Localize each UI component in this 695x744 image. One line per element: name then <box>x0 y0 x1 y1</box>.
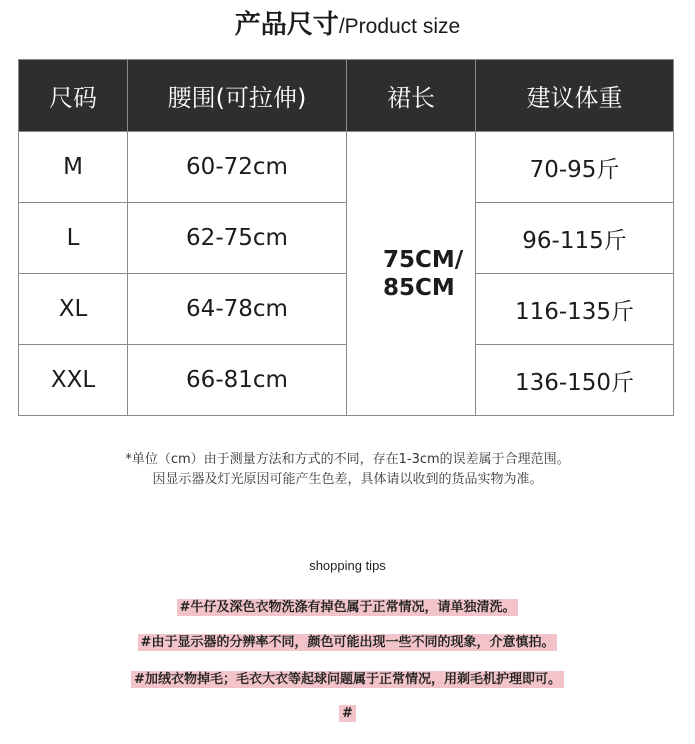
cell-weight: 96-115斤 <box>476 203 674 274</box>
header-waist: 腰围(可拉伸) <box>128 60 347 132</box>
cell-weight: 116-135斤 <box>476 274 674 345</box>
cell-weight: 70-95斤 <box>476 132 674 203</box>
title-en: /Product size <box>338 15 461 38</box>
tip-item <box>0 596 695 615</box>
cell-size: M <box>19 132 128 203</box>
note-line-2: 因显示器及灯光原因可能产生色差，具体请以收到的货品实物为准。 <box>152 472 543 487</box>
title-cn: 产品尺寸 <box>234 10 339 40</box>
header-weight: 建议体重 <box>476 60 674 132</box>
cell-size: XXL <box>19 345 128 416</box>
measurement-note <box>0 450 695 490</box>
skirt-length-line2: 85CM <box>383 274 455 301</box>
cell-waist: 66-81cm <box>128 345 347 416</box>
cell-waist: 64-78cm <box>128 274 347 345</box>
cell-weight: 136-150斤 <box>476 345 674 416</box>
cell-waist: 60-72cm <box>128 132 347 203</box>
tip-text: #加绒衣物掉毛；毛衣大衣等起球问题属于正常情况，用剃毛机护理即可。 <box>131 671 564 688</box>
tip-text: #由于显示器的分辨率不同，颜色可能出现一些不同的现象，介意慎拍。 <box>138 634 558 651</box>
tip-text: # <box>339 705 356 722</box>
header-size: 尺码 <box>19 60 128 132</box>
size-table <box>18 59 674 416</box>
table-row <box>19 132 674 203</box>
cell-size: L <box>19 203 128 274</box>
skirt-length-line1: 75CM/ <box>383 246 464 273</box>
tip-item <box>0 668 695 687</box>
cell-waist: 62-75cm <box>128 203 347 274</box>
page-title <box>0 4 695 41</box>
table-header-row <box>19 60 674 132</box>
table-row <box>19 203 674 274</box>
cell-skirt-length <box>347 132 476 416</box>
table-row <box>19 345 674 416</box>
tip-text: #牛仔及深色衣物洗涤有掉色属于正常情况，请单独清洗。 <box>177 599 519 616</box>
cell-size: XL <box>19 274 128 345</box>
header-skirt-length: 裙长 <box>347 60 476 132</box>
shopping-tips-title: shopping tips <box>309 558 386 573</box>
tip-item <box>0 631 695 650</box>
tip-item <box>0 706 695 721</box>
table-row <box>19 274 674 345</box>
note-line-1: *单位（cm）由于测量方法和方式的不同，存在1-3cm的误差属于合理范围。 <box>125 452 570 467</box>
